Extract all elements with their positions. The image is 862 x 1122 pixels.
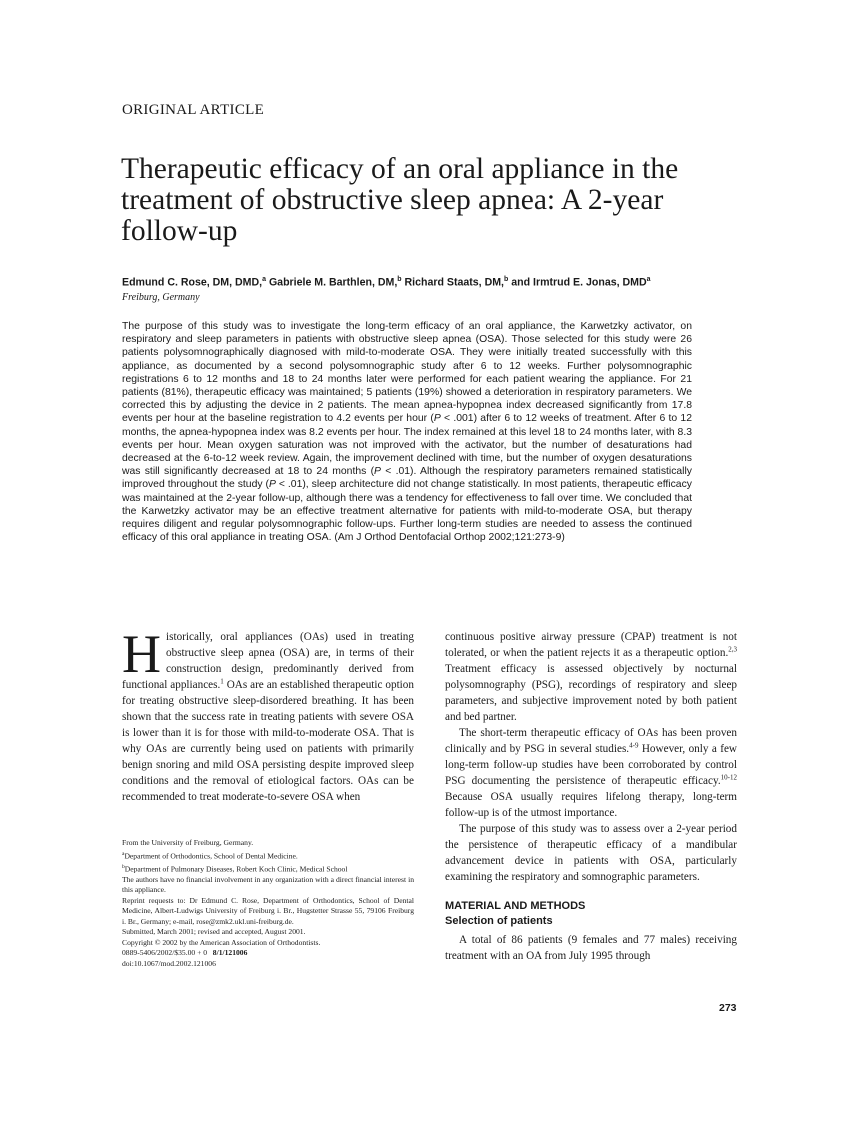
body-paragraph	[445, 725, 737, 821]
body-column-right	[445, 629, 737, 964]
body-paragraph: The purpose of this study was to assess over a 2-year period the persistence of therapeutic efficacy of a mandibular advancement device in patients with OSA, particularly examining the respiratory and somnographic parameters.	[445, 823, 737, 883]
citation-ref: 4-9	[629, 741, 639, 750]
body-text: The short-term therapeutic efficacy of OAs has been proven clinically and by PSG in several studies.	[445, 727, 737, 755]
abstract-text: < .01), sleep architecture did not change statistically. In most patients, therapeutic efficacy was maintained at the 2-year follow-up, although there was a tendency for effectiveness to fall over time. We concluded that the Karwetzky activator may be an effective treatment alternative for patients with mild-to-moderate OSA, but therapy requires diligent and regular polysomnographic follow-ups. Further long-term studies are needed to assess the continued efficacy of this oral appliance in treating OSA. (Am J Orthod Dentofacial Orthop 2002;121:273-9)	[122, 479, 692, 544]
citation-ref: 10-12	[720, 773, 737, 782]
affiliation-mark: a	[122, 850, 125, 857]
abstract-text: < .01). Although the respiratory parameters remained statistically improved throughout the study (	[122, 466, 692, 491]
footnote-disclosure: The authors have no financial involvement in any organization with a direct financial interest in this appliance.	[122, 874, 414, 895]
body-text: continuous positive airway pressure (CPAP) treatment is not tolerated, or when the patient rejects it as a therapeutic option.	[445, 631, 737, 659]
author-name: Irmtrud E. Jonas, DMD	[533, 276, 647, 289]
author-location: Freiburg, Germany	[122, 292, 200, 303]
citation-ref: 2,3	[728, 645, 737, 654]
author-list	[122, 276, 742, 289]
author-separator: and	[508, 276, 534, 289]
footnote-reprint: Reprint requests to: Dr Edmund C. Rose, Department of Orthodontics, School of Dental Medicine, Albert-Ludwigs University of Freiburg i. Br., Hugstetter Strasse 55, 79106 Freiburg i. Br., Germany; e-mail, rose@zmk2.ukl.uni-freiburg.de.	[122, 895, 414, 926]
intro-paragraph	[122, 624, 414, 805]
subsection-heading: Selection of patients	[445, 915, 553, 927]
author-name: Edmund C. Rose, DM, DMD,	[122, 276, 263, 289]
body-column-left	[122, 624, 414, 805]
body-text: OAs are an established therapeutic option for treating obstructive sleep-disordered breathing. It has been shown that the success rate in treating patients with severe OSA is lower than it is for those with mild-to-moderate OSA. That is why OAs are currently being used on patients with primarily benign snoring and mild OSA persisting despite improved sleep conditions and the removal of etiological factors. OAs can be recommended to treat moderate-to-severe OSA when	[122, 679, 414, 803]
footnote-text: Department of Pulmonary Diseases, Robert Koch Clinic, Medical School	[124, 864, 348, 874]
author-name: Richard Staats, DM,	[404, 276, 504, 289]
page-number: 273	[719, 1002, 737, 1014]
footnote-affiliation-b	[122, 862, 414, 875]
body-text: istorically, oral appliances (OAs) used in treating obstructive sleep apnea (OSA) are, in terms of their construction design, predominantly derived from functional appliances.	[122, 631, 414, 691]
body-text: However, only a few long-term follow-up studies have been corroborated by control PSG documenting the persistence of therapeutic efficacy.	[445, 743, 737, 787]
footnote-text: 0889-5406/2002/$35.00 + 0	[122, 948, 208, 958]
p-symbol: P	[268, 479, 276, 491]
affiliation-mark: b	[122, 863, 125, 870]
body-paragraph: A total of 86 patients (9 females and 77 males) receiving treatment with an OA from July 1995 through	[445, 934, 737, 962]
footnote-affiliation-a	[122, 849, 414, 862]
abstract-text: < .001) after 6 to 12 weeks of treatment. After 6 to 12 months, the apnea-hypopnea index was 8.2 events per hour. The index remained at this level 18 to 24 months later, with 8.3 events per hour. Mean oxygen saturation was not improved with the activator, but the number of desaturations had decreased at the 6-to-12 week review. Again, the improvement declined with time, but the number of oxygen desaturations was still significantly decreased at 18 to 24 months (	[122, 413, 692, 478]
article-title: Therapeutic efficacy of an oral appliance in the treatment of obstructive sleep apnea: A 2-year follow-up	[121, 153, 679, 247]
author-name: Gabriele M. Barthlen, DM,	[268, 276, 398, 289]
citation-ref: 1	[220, 677, 224, 686]
footnote-text: Department of Orthodontics, School of Dental Medicine.	[124, 851, 298, 861]
author-affiliation-mark: a	[262, 276, 266, 283]
author-affiliation-mark: b	[397, 276, 402, 283]
footnote-issn	[122, 948, 414, 959]
section-label: ORIGINAL ARTICLE	[122, 102, 265, 118]
footnote-copyright: Copyright © 2002 by the American Association of Orthodontists.	[122, 937, 321, 947]
section-heading: MATERIAL AND METHODS	[445, 900, 586, 912]
footnote-submitted: Submitted, March 2001; revised and accepted, August 2001.	[122, 927, 306, 937]
author-affiliation-mark: b	[504, 276, 509, 283]
abstract-text: The purpose of this study was to investigate the long-term efficacy of an oral appliance, the Karwetzky activator, on respiratory and sleep parameters in patients with obstructive sleep apnea (OSA). Those selected for this study were 26 patients polysomnographically diagnosed with mild-to-moderate OSA. They were initially treated successfully with this appliance, as documented by a second polysomnographic study after 6 to 12 weeks. Further polysomnographic registrations 6 to 12 months and 18 to 24 months later were performed for each patient wearing the appliance. For 21 patients (81%), therapeutic efficacy was maintained; 5 patients (19%) showed a deterioration in respiratory parameters. We corrected this by adjusting the device in 2 patients. The mean apnea-hypopnea index decreased significantly from 17.8 events per hour at the baseline registration to 4.2 events per hour (	[122, 321, 692, 425]
body-text: Because OSA usually requires lifelong therapy, long-term follow-up is of the utmost importance.	[445, 791, 737, 819]
body-text: Treatment efficacy is assessed objectively by nocturnal polysomnography (PSG), recordings of respiratory and sleep parameters, and subjective improvement noted by both patient and bed partner.	[445, 663, 737, 723]
footnotes	[122, 838, 414, 969]
footnote-doi: doi:10.1067/mod.2002.121006	[122, 958, 216, 968]
footnote-university: From the University of Freiburg, Germany.	[122, 838, 254, 847]
author-affiliation-mark: a	[646, 276, 651, 283]
abstract	[122, 320, 692, 544]
p-symbol: P	[433, 413, 441, 425]
body-paragraph	[445, 629, 737, 725]
footnote-text: 8/1/121006	[212, 948, 248, 958]
drop-cap: H	[122, 624, 161, 684]
p-symbol: P	[374, 466, 381, 478]
